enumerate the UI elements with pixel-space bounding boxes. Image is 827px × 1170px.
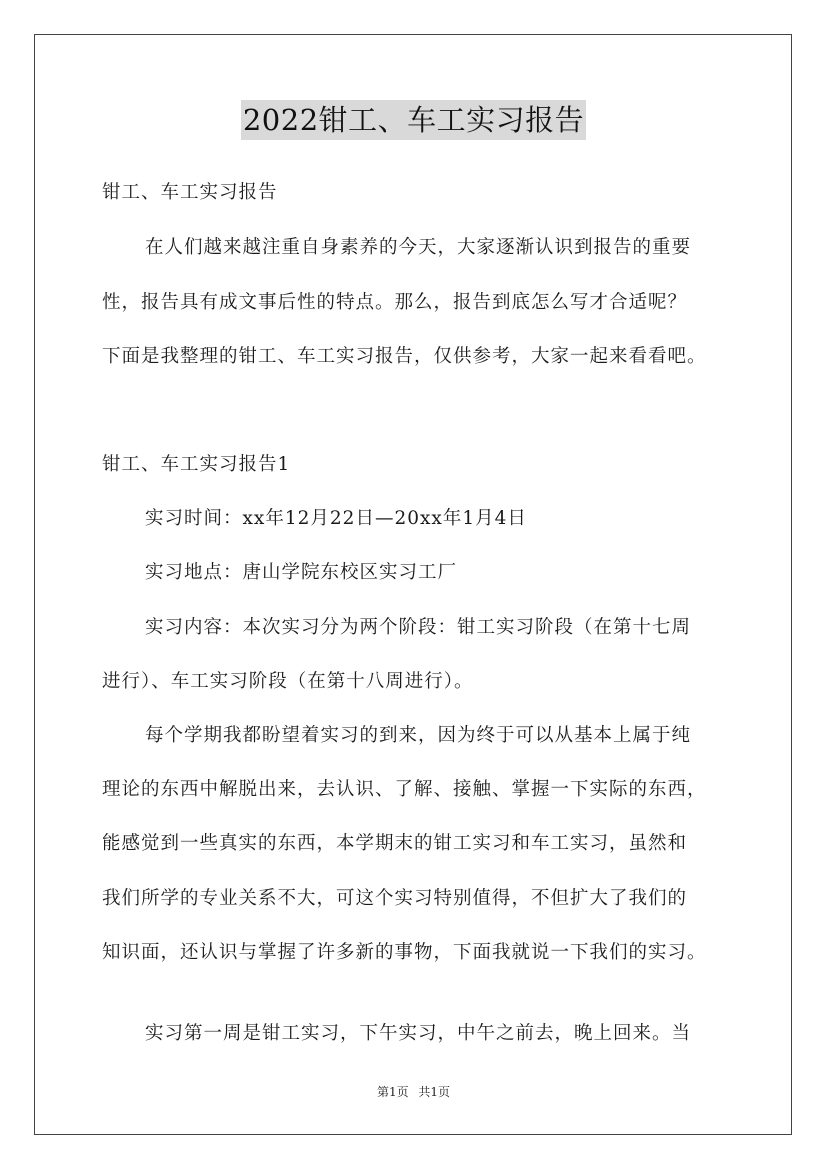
paragraph-line: 每个学期我都盼望着实习的到来，因为终于可以从基本上属于纯 (145, 725, 692, 746)
paragraph-line: 实习内容：本次实习分为两个阶段：钳工实习阶段（在第十七周 (145, 617, 692, 638)
paragraph-line: 实习第一周是钳工实习，下午实习，中午之前去，晚上回来。当 (145, 1023, 692, 1044)
page-total: 共1页 (418, 1085, 451, 1099)
paragraph-line: 进行）、车工实习阶段（在第十八周进行）。 (102, 671, 474, 692)
paragraph-line: 在人们越来越注重自身素养的今天，大家逐渐认识到报告的重要 (145, 237, 692, 258)
paragraph-line: 理论的东西中解脱出来，去认识、了解、接触、掌握一下实际的东西， (102, 779, 707, 800)
paragraph-line: 能感觉到一些真实的东西，本学期末的钳工实习和车工实习，虽然和 (102, 833, 688, 854)
paragraph-line: 知识面，还认识与掌握了许多新的事物，下面我就说一下我们的实习。 (102, 942, 707, 963)
title-container (0, 100, 827, 140)
section-heading: 钳工、车工实习报告 (102, 182, 278, 203)
document-title: 2022钳工、车工实习报告 (241, 100, 586, 140)
section-heading: 钳工、车工实习报告1 (102, 454, 291, 475)
paragraph-line: 我们所学的专业关系不大，可这个实习特别值得，不但扩大了我们的 (102, 888, 688, 909)
paragraph-line: 实习时间：xx年12月22日—20xx年1月4日 (145, 508, 527, 529)
paragraph-line: 性，报告具有成文事后性的特点。那么，报告到底怎么写才合适呢？ (102, 292, 688, 313)
page-number: 第1页 (376, 1085, 409, 1099)
paragraph-line: 实习地点：唐山学院东校区实习工厂 (145, 562, 458, 583)
page-footer (0, 1083, 827, 1101)
paragraph-line: 下面是我整理的钳工、车工实习报告，仅供参考，大家一起来看看吧。 (102, 346, 707, 367)
